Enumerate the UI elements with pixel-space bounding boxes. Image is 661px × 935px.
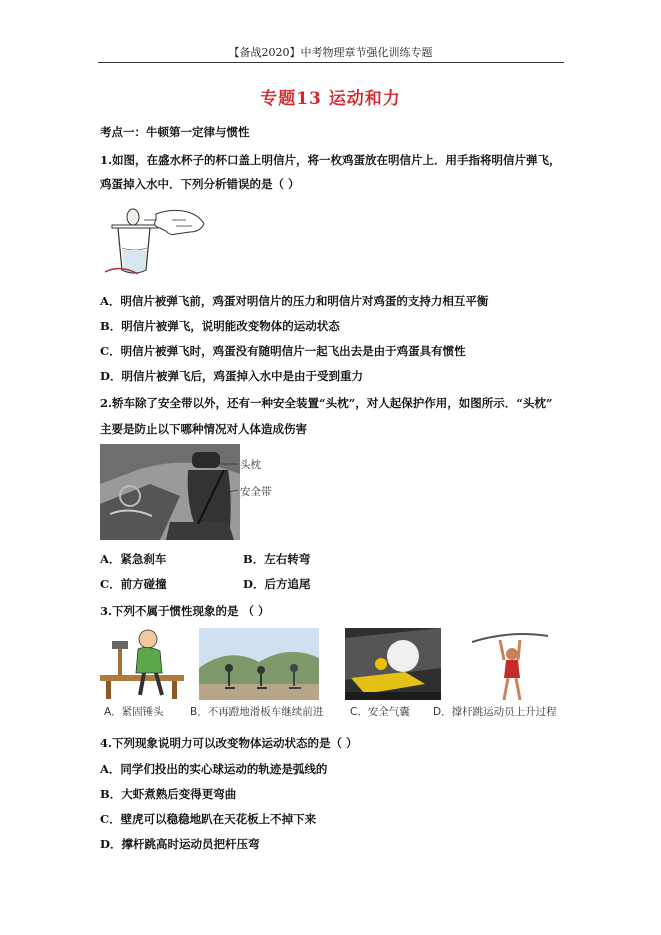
q1-option-b: B．明信片被弹飞，说明能改变物体的运动状态 [100, 319, 340, 333]
q2-option-a: A．紧急刹车 [100, 552, 167, 566]
q3-stem: 3.下列不属于惯性现象的是 （ ） [100, 604, 270, 618]
q3-figure-b-scooter [199, 628, 319, 700]
q4-option-c: C．壁虎可以稳稳地趴在天花板上不掉下来 [100, 812, 317, 826]
q2-option-b: B．左右转弯 [243, 552, 311, 566]
header-divider [98, 62, 564, 63]
q1-option-a: A．明信片被弹飞前，鸡蛋对明信片的压力和明信片对鸡蛋的支持力相互平衡 [100, 294, 489, 308]
q3-figure-c-airbag [345, 628, 441, 700]
q2-figure-car-seat [100, 444, 272, 540]
q4-option-a: A．同学们投出的实心球运动的轨迹是弧线的 [100, 762, 328, 776]
q2-option-c: C．前方碰撞 [100, 577, 167, 591]
q3-caption-b: B．不再蹬地滑板车继续前进 [190, 706, 324, 718]
q1-stem-line2: 鸡蛋掉入水中．下列分析错误的是（ ） [100, 177, 300, 191]
q1-option-c: C．明信片被弹飞时，鸡蛋没有随明信片一起飞出去是由于鸡蛋具有惯性 [100, 344, 466, 358]
section-heading: 考点一：牛顿第一定律与惯性 [100, 125, 250, 139]
page-header: 【备战2020】中考物理章节强化训练专题 [228, 46, 433, 59]
q2-stem-line1: 2.轿车除了安全带以外，还有一种安全装置“头枕”，对人起保护作用，如图所示．“头枕” [100, 396, 553, 410]
q3-caption-d: D．撑杆跳运动员上升过程 [433, 706, 557, 718]
q3-caption-c: C．安全气囊 [350, 706, 410, 718]
q4-option-d: D．撑杆跳高时运动员把杆压弯 [100, 837, 260, 851]
q2-option-d: D．后方追尾 [243, 577, 311, 591]
q3-caption-a: A．紧固锤头 [104, 706, 164, 718]
q3-figure-d-pole-vault [470, 628, 550, 704]
q1-stem-line1: 1.如图，在盛水杯子的杯口盖上明信片，将一枚鸡蛋放在明信片上．用手指将明信片弹飞， [100, 153, 561, 167]
q2-stem-line2: 主要是防止以下哪种情况对人体造成伤害 [100, 422, 307, 436]
q3-figure-a-hammer [100, 625, 184, 701]
label-headrest: 头枕 [240, 459, 261, 471]
q1-option-d: D．明信片被弹飞后，鸡蛋掉入水中是由于受到重力 [100, 369, 363, 383]
label-seatbelt: 安全带 [240, 486, 272, 498]
q4-option-b: B．大虾煮熟后变得更弯曲 [100, 787, 237, 801]
q1-figure-egg-cup [100, 198, 210, 280]
q4-stem: 4.下列现象说明力可以改变物体运动状态的是（ ） [100, 736, 358, 750]
page-title: 专题13 运动和力 [260, 89, 401, 109]
